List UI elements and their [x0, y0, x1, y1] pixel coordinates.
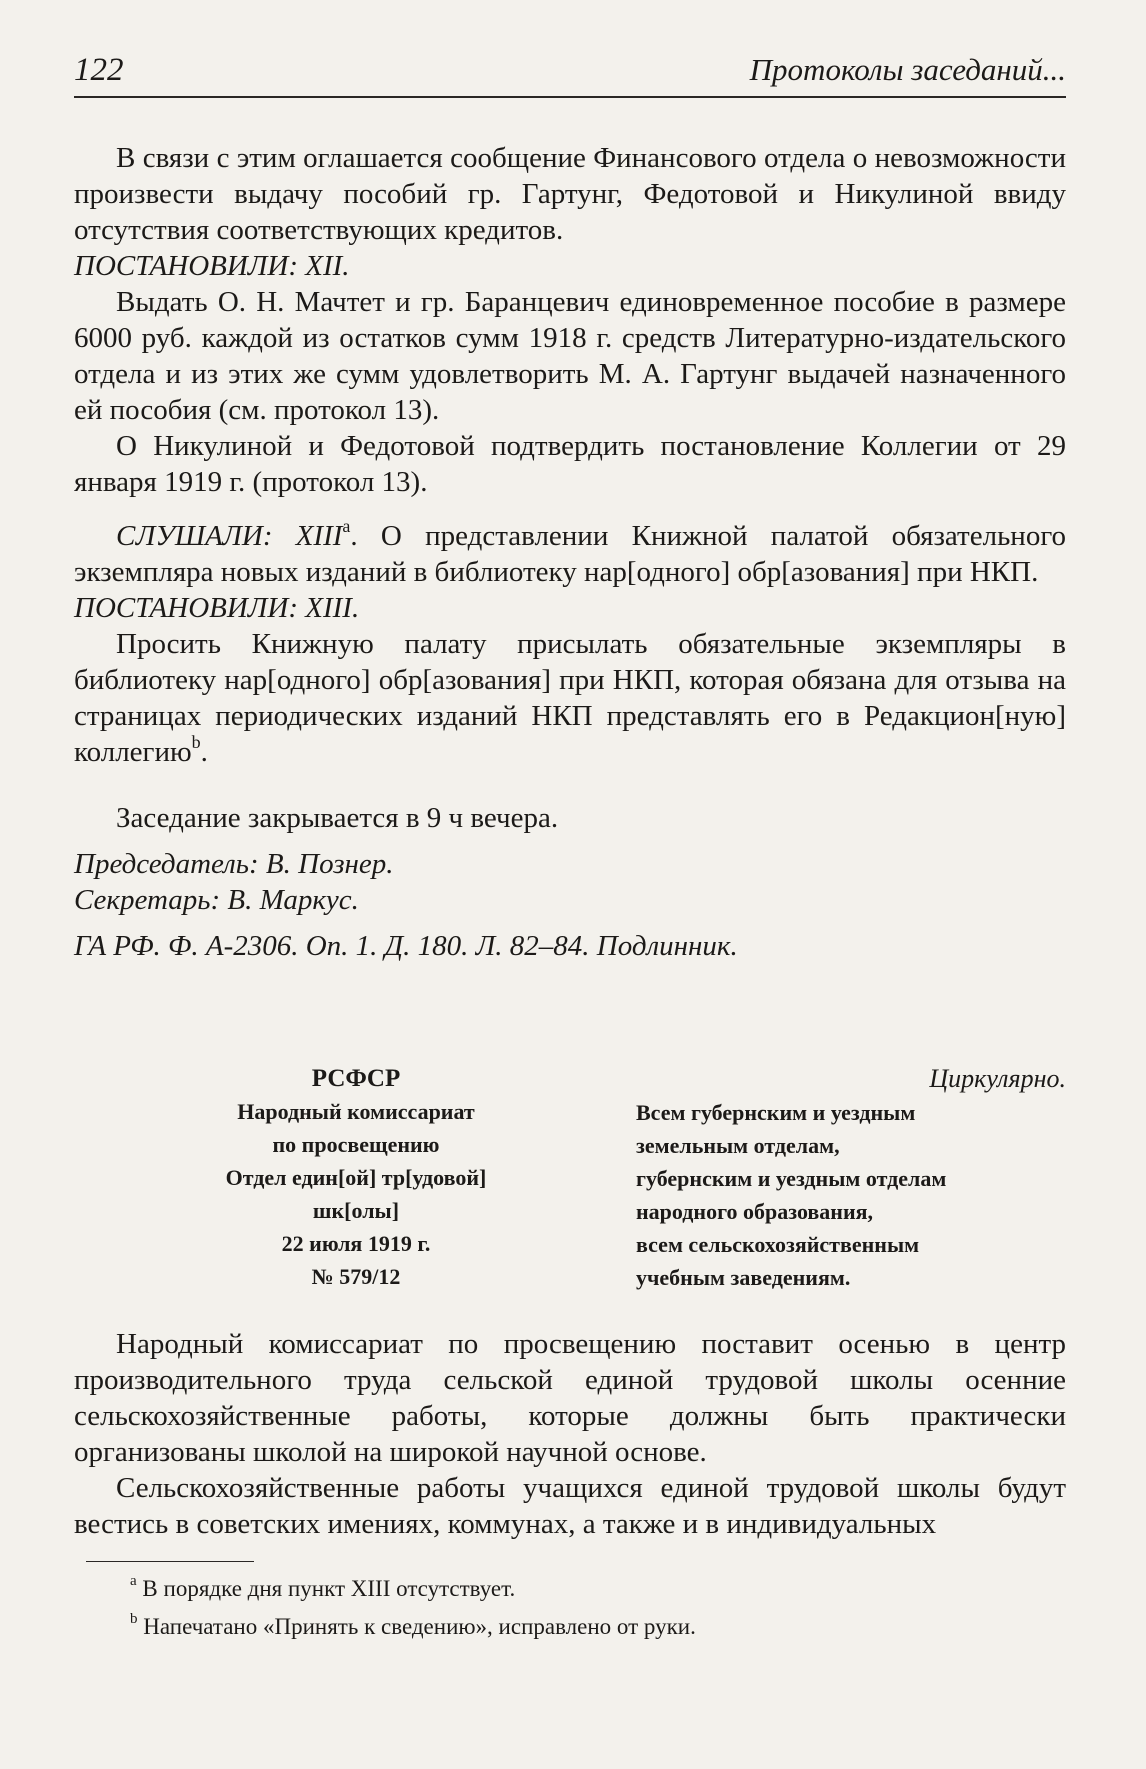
- circular-text: [74, 1326, 1066, 1542]
- footnote-text: В порядке дня пункт XIII отсутствует.: [142, 1576, 516, 1601]
- letter-sender: [166, 1062, 546, 1293]
- letter-date: 22 июля 1919 г.: [281, 1231, 431, 1256]
- footnotes: [130, 1570, 696, 1646]
- recipient-line: учебным заведениям.: [636, 1265, 851, 1290]
- recipient-line: народного образования,: [636, 1199, 874, 1224]
- secretary-signature: Секретарь: В. Маркус.: [74, 884, 359, 916]
- recipient-line: земельным отделам,: [636, 1133, 840, 1158]
- closing-line: Заседание закрывается в 9 ч вечера.: [116, 802, 559, 834]
- footnote-text: Напечатано «Принять к сведению», исправлено от руки.: [143, 1614, 696, 1639]
- book-chamber-text: Просить Книжную палату присылать обязательные экземпляры в библиотеку нар[одного] обр[азования] при НКП, которая обязана для отзыва на страницах периодических изданий НКП представлять его в Редакцион[ную] коллегию: [74, 628, 1066, 768]
- sender-line: Народный комиссариат: [237, 1099, 475, 1124]
- paragraph-finance-notice: В связи с этим оглашается сообщение Финансового отдела о невозможности произвести выдачу пособий гр. Гартунг, Федотовой и Никулиной ввиду отсутствия соответствующих кредитов.: [74, 142, 1066, 246]
- paragraph-book-chamber: Просить Книжную палату присылать обязательные экземпляры в библиотеку нар[одного] обр[азования] при НКП, которая обязана для отзыва на страницах периодических изданий НКП представлять его в Редакцион[ную] коллегию$^b$.: [74, 628, 1066, 768]
- protocol-text: [74, 140, 1066, 964]
- archive-reference: ГА РФ. Ф. А-2306. Оп. 1. Д. 180. Л. 82–84. Подлинник.: [74, 930, 738, 962]
- letter-recipients: [636, 1096, 1056, 1294]
- chairman-signature: Председатель: В. Познер.: [74, 848, 394, 880]
- running-title: Протоколы заседаний...: [749, 52, 1066, 87]
- footnote-ref-a: a: [342, 516, 351, 537]
- recipient-line: губернским и уездным отделам: [636, 1166, 947, 1191]
- footnote-mark: b: [130, 1611, 138, 1628]
- sender-line: шк[олы]: [312, 1198, 400, 1223]
- footnote-mark: a: [130, 1573, 137, 1590]
- recipient-line: Всем губернским и уездным: [636, 1100, 916, 1125]
- resolution-heading-xii: ПОСТАНОВИЛИ: XII.: [74, 250, 350, 282]
- paragraph-confirm-decision: О Никулиной и Федотовой подтвердить постановление Коллегии от 29 января 1919 г. (протокол 13).: [74, 430, 1066, 498]
- letter-number: № 579/12: [311, 1264, 401, 1289]
- sender-line: Отдел един[ой] тр[удовой]: [225, 1165, 487, 1190]
- resolution-heading-xiii: ПОСТАНОВИЛИ: XIII.: [74, 592, 360, 624]
- footnote-a: [130, 1570, 696, 1608]
- footnote-b: [130, 1608, 696, 1646]
- paragraph-circular-2: Сельскохозяйственные работы учащихся единой трудовой школы будут вестись в советских имениях, коммунах, а также и в индивидуальных: [74, 1472, 1066, 1540]
- sender-org: РСФСР: [311, 1065, 401, 1092]
- recipient-line: всем сельскохозяйственным: [636, 1232, 920, 1257]
- footnote-divider: [86, 1561, 254, 1562]
- paragraph-grant-payment: Выдать О. Н. Мачтет и гр. Баранцевич единовременное пособие в размере 6000 руб. каждой из остатков сумм 1918 г. средств Литературно-издательского отдела и из этих же сумм удовлетворить М. А. Гартунг выдачей назначенного ей пособия (см. протокол 13).: [74, 286, 1066, 426]
- footnote-ref-b: b: [191, 732, 201, 753]
- page-header: [74, 48, 1066, 98]
- heard-item-xiii: [74, 518, 1066, 590]
- page-number: 122: [74, 52, 124, 88]
- heard-text: . О представлении Книжной палатой обязательного экземпляра новых изданий в библиотеку нар[одного] обр[азования] при НКП.: [74, 520, 1066, 588]
- paragraph-circular-1: Народный комиссариат по просвещению поставит осенью в центр производительного труда сельской единой трудовой школы осенние сельскохозяйственные работы, которые должны быть практически организованы школой на широкой научной основе.: [74, 1328, 1066, 1468]
- sender-line: по просвещению: [272, 1132, 440, 1157]
- heard-label: СЛУШАЛИ: XIII: [116, 520, 343, 552]
- circular-label: Циркулярно.: [929, 1064, 1066, 1093]
